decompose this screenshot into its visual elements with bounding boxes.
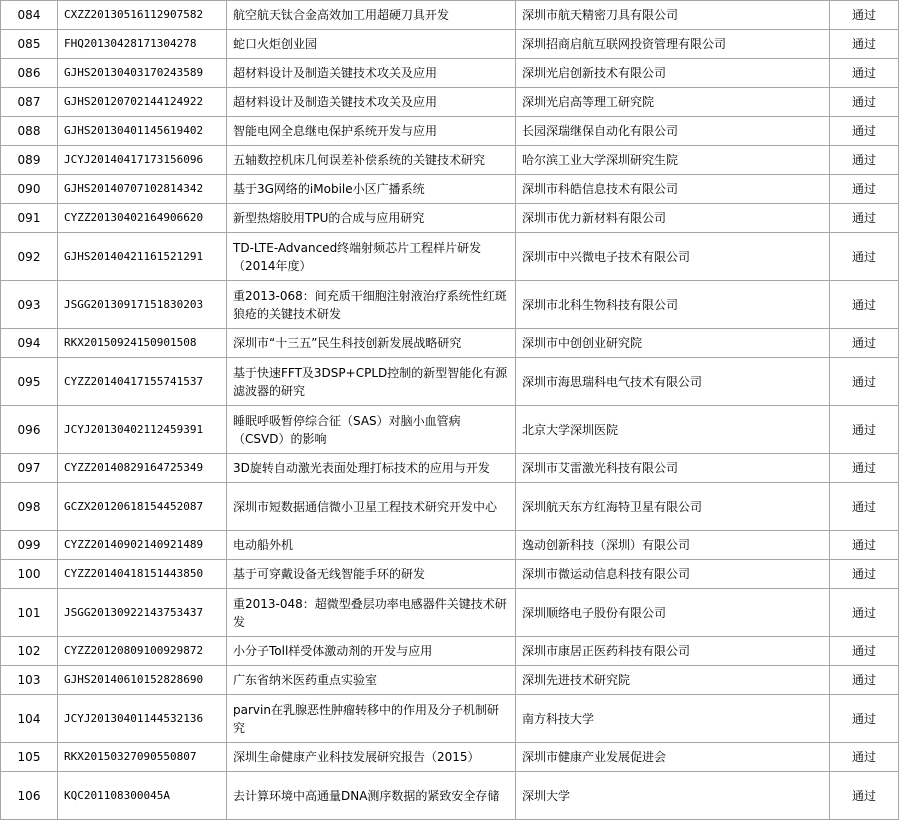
project-title: TD-LTE-Advanced终端射频芯片工程样片研发（2014年度）	[227, 233, 516, 281]
undertaking-unit: 深圳市科皓信息技术有限公司	[516, 175, 830, 204]
project-code: CYZZ20140902140921489	[58, 531, 227, 560]
acceptance-result: 通过	[830, 117, 899, 146]
project-title: 基于3G网络的iMobile小区广播系统	[227, 175, 516, 204]
row-number: 100	[1, 560, 58, 589]
undertaking-unit: 长园深瑞继保自动化有限公司	[516, 117, 830, 146]
acceptance-result: 通过	[830, 454, 899, 483]
project-title: 重2013-068：间充质干细胞注射液治疗系统性红斑狼疮的关键技术研发	[227, 281, 516, 329]
undertaking-unit: 深圳市中创创业研究院	[516, 329, 830, 358]
row-number: 103	[1, 666, 58, 695]
row-number: 086	[1, 59, 58, 88]
undertaking-unit: 深圳市微运动信息科技有限公司	[516, 560, 830, 589]
acceptance-result: 通过	[830, 146, 899, 175]
acceptance-result: 通过	[830, 204, 899, 233]
project-title: 基于可穿戴设备无线智能手环的研发	[227, 560, 516, 589]
project-title: 新型热熔胶用TPU的合成与应用研究	[227, 204, 516, 233]
table-row	[1, 204, 899, 233]
undertaking-unit: 深圳招商启航互联网投资管理有限公司	[516, 30, 830, 59]
acceptance-result: 通过	[830, 175, 899, 204]
table-row	[1, 483, 899, 531]
table-row	[1, 637, 899, 666]
table-row	[1, 30, 899, 59]
table-row	[1, 329, 899, 358]
undertaking-unit: 深圳光启高等理工研究院	[516, 88, 830, 117]
acceptance-result: 通过	[830, 531, 899, 560]
undertaking-unit: 深圳市优力新材料有限公司	[516, 204, 830, 233]
table-row	[1, 772, 899, 820]
table-row	[1, 281, 899, 329]
row-number: 098	[1, 483, 58, 531]
project-code: GJHS20140707102814342	[58, 175, 227, 204]
project-title: 睡眠呼吸暂停综合征（SAS）对脑小血管病（CSVD）的影响	[227, 406, 516, 454]
row-number: 105	[1, 743, 58, 772]
table-row	[1, 531, 899, 560]
undertaking-unit: 逸动创新科技（深圳）有限公司	[516, 531, 830, 560]
project-code: JSGG20130922143753437	[58, 589, 227, 637]
project-title: 航空航天钛合金高效加工用超硬刀具开发	[227, 1, 516, 30]
project-title: 五轴数控机床几何误差补偿系统的关键技术研究	[227, 146, 516, 175]
acceptance-result: 通过	[830, 772, 899, 820]
project-code: CYZZ20130402164906620	[58, 204, 227, 233]
acceptance-result: 通过	[830, 666, 899, 695]
acceptance-result: 通过	[830, 1, 899, 30]
project-code: CYZZ20120809100929872	[58, 637, 227, 666]
project-code: JCYJ20130401144532136	[58, 695, 227, 743]
undertaking-unit: 深圳顺络电子股份有限公司	[516, 589, 830, 637]
table-row	[1, 146, 899, 175]
project-code: GJHS20140610152828690	[58, 666, 227, 695]
row-number: 091	[1, 204, 58, 233]
row-number: 099	[1, 531, 58, 560]
project-title: 蛇口火炬创业园	[227, 30, 516, 59]
table-row	[1, 175, 899, 204]
undertaking-unit: 深圳市健康产业发展促进会	[516, 743, 830, 772]
project-code: KQC201108300045A	[58, 772, 227, 820]
project-code: JSGG20130917151830203	[58, 281, 227, 329]
project-title: 智能电网全息继电保护系统开发与应用	[227, 117, 516, 146]
row-number: 102	[1, 637, 58, 666]
project-code: CYZZ20140417155741537	[58, 358, 227, 406]
undertaking-unit: 深圳大学	[516, 772, 830, 820]
table-row	[1, 358, 899, 406]
table-row	[1, 454, 899, 483]
row-number: 085	[1, 30, 58, 59]
row-number: 092	[1, 233, 58, 281]
table-row	[1, 406, 899, 454]
row-number: 106	[1, 772, 58, 820]
undertaking-unit: 南方科技大学	[516, 695, 830, 743]
row-number: 090	[1, 175, 58, 204]
acceptance-result: 通过	[830, 30, 899, 59]
undertaking-unit: 深圳航天东方红海特卫星有限公司	[516, 483, 830, 531]
acceptance-result: 通过	[830, 483, 899, 531]
project-code: GJHS20120702144124922	[58, 88, 227, 117]
row-number: 097	[1, 454, 58, 483]
project-title: 超材料设计及制造关键技术攻关及应用	[227, 88, 516, 117]
project-title: 深圳市短数据通信微小卫星工程技术研究开发中心	[227, 483, 516, 531]
acceptance-result: 通过	[830, 560, 899, 589]
table-row	[1, 589, 899, 637]
undertaking-unit: 深圳市艾雷激光科技有限公司	[516, 454, 830, 483]
table-row	[1, 695, 899, 743]
acceptance-result: 通过	[830, 233, 899, 281]
project-title: 小分子Toll样受体激动剂的开发与应用	[227, 637, 516, 666]
project-code: RKX20150924150901508	[58, 329, 227, 358]
project-title: 去计算环境中高通量DNA测序数据的紧致安全存储	[227, 772, 516, 820]
undertaking-unit: 深圳市北科生物科技有限公司	[516, 281, 830, 329]
table-row	[1, 117, 899, 146]
acceptance-result: 通过	[830, 59, 899, 88]
row-number: 104	[1, 695, 58, 743]
project-title: 深圳市“十三五”民生科技创新发展战略研究	[227, 329, 516, 358]
row-number: 084	[1, 1, 58, 30]
table-row	[1, 233, 899, 281]
undertaking-unit: 深圳市航天精密刀具有限公司	[516, 1, 830, 30]
project-code: GJHS20140421161521291	[58, 233, 227, 281]
project-title: 重2013-048：超微型叠层功率电感器件关键技术研发	[227, 589, 516, 637]
undertaking-unit: 深圳市康居正医药科技有限公司	[516, 637, 830, 666]
project-title: 3D旋转自动激光表面处理打标技术的应用与开发	[227, 454, 516, 483]
table-row	[1, 560, 899, 589]
undertaking-unit: 深圳先进技术研究院	[516, 666, 830, 695]
project-title: 深圳生命健康产业科技发展研究报告（2015）	[227, 743, 516, 772]
project-code: CYZZ20140829164725349	[58, 454, 227, 483]
project-title: 电动船外机	[227, 531, 516, 560]
project-code: GCZX20120618154452087	[58, 483, 227, 531]
project-title: 广东省纳米医药重点实验室	[227, 666, 516, 695]
row-number: 093	[1, 281, 58, 329]
project-code: GJHS20130401145619402	[58, 117, 227, 146]
acceptance-result: 通过	[830, 695, 899, 743]
project-code: RKX20150327090550807	[58, 743, 227, 772]
acceptance-result: 通过	[830, 589, 899, 637]
acceptance-result: 通过	[830, 281, 899, 329]
acceptance-result: 通过	[830, 406, 899, 454]
project-title: parvin在乳腺恶性肿瘤转移中的作用及分子机制研究	[227, 695, 516, 743]
project-code: CXZZ20130516112907582	[58, 1, 227, 30]
table-row	[1, 59, 899, 88]
row-number: 088	[1, 117, 58, 146]
acceptance-result: 通过	[830, 329, 899, 358]
table-row	[1, 666, 899, 695]
row-number: 096	[1, 406, 58, 454]
row-number: 101	[1, 589, 58, 637]
undertaking-unit: 哈尔滨工业大学深圳研究生院	[516, 146, 830, 175]
project-code: FHQ20130428171304278	[58, 30, 227, 59]
undertaking-unit: 深圳光启创新技术有限公司	[516, 59, 830, 88]
project-title: 基于快速FFT及3DSP+CPLD控制的新型智能化有源滤波器的研究	[227, 358, 516, 406]
undertaking-unit: 深圳市中兴微电子技术有限公司	[516, 233, 830, 281]
table-body	[1, 1, 899, 820]
undertaking-unit: 深圳市海思瑞科电气技术有限公司	[516, 358, 830, 406]
acceptance-result: 通过	[830, 637, 899, 666]
acceptance-result: 通过	[830, 88, 899, 117]
acceptance-result: 通过	[830, 358, 899, 406]
table-row	[1, 1, 899, 30]
acceptance-result: 通过	[830, 743, 899, 772]
row-number: 087	[1, 88, 58, 117]
row-number: 094	[1, 329, 58, 358]
project-code: GJHS20130403170243589	[58, 59, 227, 88]
row-number: 095	[1, 358, 58, 406]
undertaking-unit: 北京大学深圳医院	[516, 406, 830, 454]
row-number: 089	[1, 146, 58, 175]
table-row	[1, 88, 899, 117]
table-row	[1, 743, 899, 772]
project-code: CYZZ20140418151443850	[58, 560, 227, 589]
project-title: 超材料设计及制造关键技术攻关及应用	[227, 59, 516, 88]
project-code: JCYJ20140417173156096	[58, 146, 227, 175]
project-code: JCYJ20130402112459391	[58, 406, 227, 454]
